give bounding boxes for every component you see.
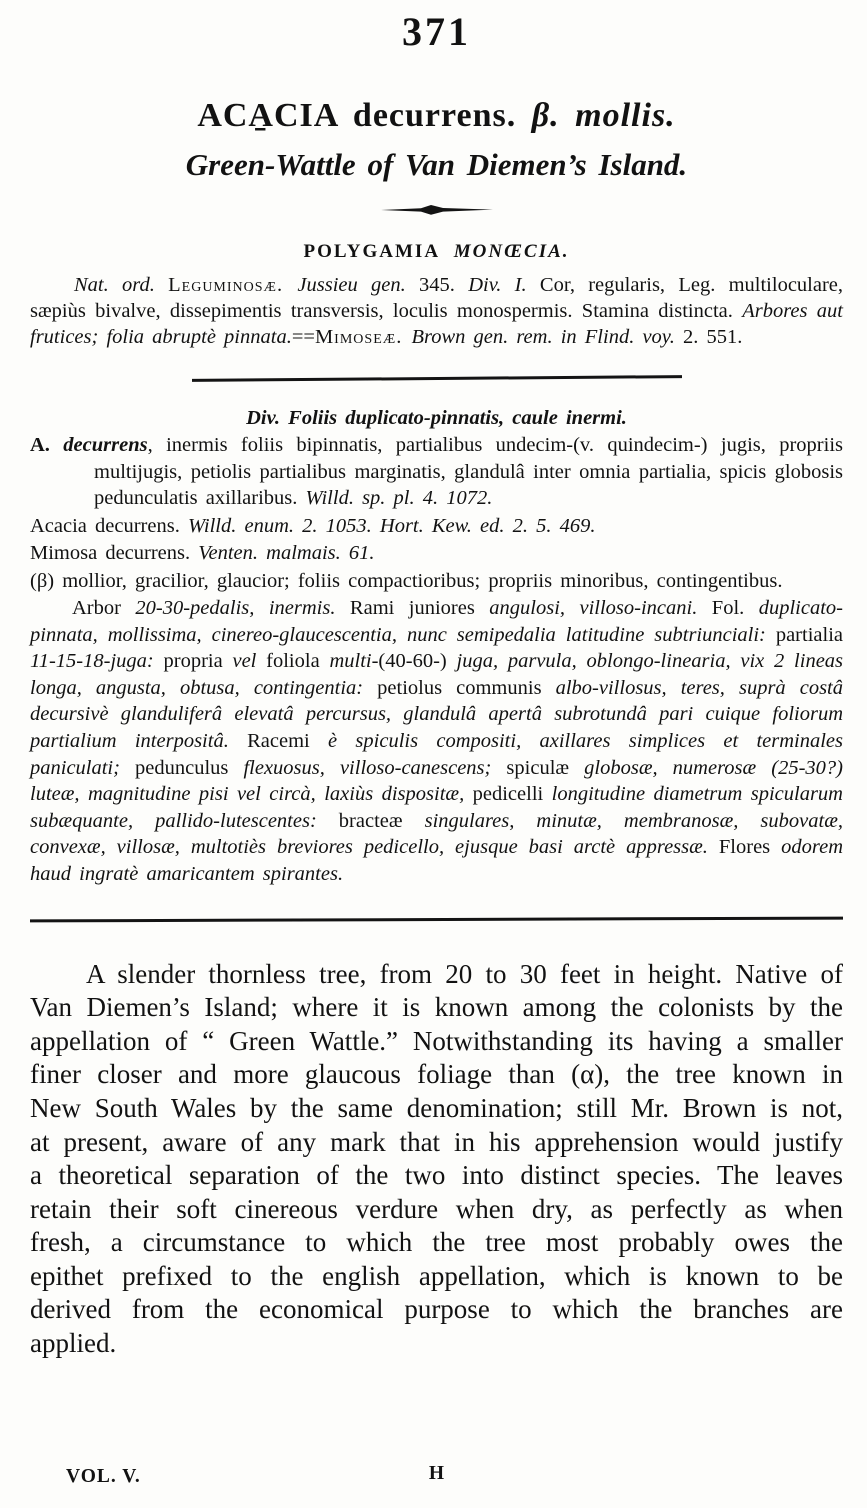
class-order-heading: POLYGAMIA MONŒCIA. <box>303 241 570 262</box>
volume-label: VOL. V. <box>66 1466 141 1487</box>
division-heading: Div. Foliis duplicato-pinnatis, caule inermi. <box>246 407 627 429</box>
swelled-rule-ornament <box>381 203 493 217</box>
section-divider-rule <box>191 375 681 382</box>
full-width-rule <box>30 916 843 922</box>
page-subtitle: Green-Wattle of Van Diemen’s Island. <box>185 147 688 182</box>
species-diagnosis: A. decurrens, inermis foliis bipinnatis, partialibus undecim-(v. quindecim-) jugis, propriis multijugis, petiolis partialibus marginatis, glandulâ inter omnia partialia, spicis globosis pedunculatis axillaribus. Willd. sp. pl. 4. 1072. <box>30 434 843 509</box>
ornament-row <box>30 203 843 217</box>
signature-mark: H <box>428 1463 445 1484</box>
natural-order-paragraph: Nat. ord. Leguminosæ. Jussieu gen. 345. Div. I. Cor, regularis, Leg. multiloculare, sæpiùs bivalve, dissepimentis transversis, loculis monospermis. Stamina distincta. Arbores aut frutices; folia abruptè pinnata.==Mimoseæ. Brown gen. rem. in Flind. voy. 2. 551. <box>30 274 844 348</box>
beta-variety-entry: (β) mollior, gracilior, glaucior; foliis compactioribus; propriis minoribus, contingentibus. <box>30 569 783 592</box>
page-number: 371 <box>402 9 471 54</box>
page-title: ACA̱CIA decurrens. β. mollis. <box>197 97 676 134</box>
english-description-paragraph: A slender thornless tree, from 20 to 30 feet in height. Native of Van Diemen’s Island; where it is known among the colonists by the appellation of “ Green Wattle.” Notwithstanding its having a smaller finer closer and more glaucous foliage than (α), the tree known in New South Wales by the same denomination; still Mr. Brown is not, at present, aware of any mark that in his apprehension would justify a theoretical separation of the two into distinct species. The leaves retain their soft cinereous verdure when dry, as perfectly as when fresh, a circumstance to which the tree most probably owes the epithet prefixed to the english appellation, which is known to be derived from the economical purpose to which the branches are applied. <box>30 958 843 1359</box>
synonym-mimosa-decurrens: Mimosa decurrens. Venten. malmais. 61. <box>30 542 375 564</box>
latin-description-paragraph: Arbor 20-30-pedalis, inermis. Rami juniores angulosi, villoso-incani. Fol. duplicato-pinnata, mollissima, cinereo-glaucescentia, nunc semipedalia latitudine subtriunciali: partialia 11-15-18-juga: propria vel foliola multi-(40-60-) juga, parvula, oblongo-linearia, vix 2 lineas longa, angusta, obtusa, contingentia: petiolus communis albo-villosus, teres, suprà costâ decursivè glanduliferâ elevatâ percursus, glandulâ apertâ subrotundâ pari cuique foliorum partialium interpositâ. Racemi è spiculis compositi, axillares simplices et terminales paniculati; pedunculus flexuosus, villoso-canescens; spiculæ globosæ, numerosæ (25-30?) luteæ, magnitudine pisi vel circà, laxiùs dispositæ, pedicelli longitudine diametrum spicularum subæquante, pallido-lutescentes: bracteæ singulares, minutæ, membranosæ, subovatæ, convexæ, villosæ, multotiès breviores pedicello, ejusque basi arctè appressæ. Flores odorem haud ingratè amaricantem spirantes. <box>30 597 844 885</box>
synonym-acacia-decurrens: Acacia decurrens. Willd. enum. 2. 1053. Hort. Kew. ed. 2. 5. 469. <box>30 514 596 537</box>
